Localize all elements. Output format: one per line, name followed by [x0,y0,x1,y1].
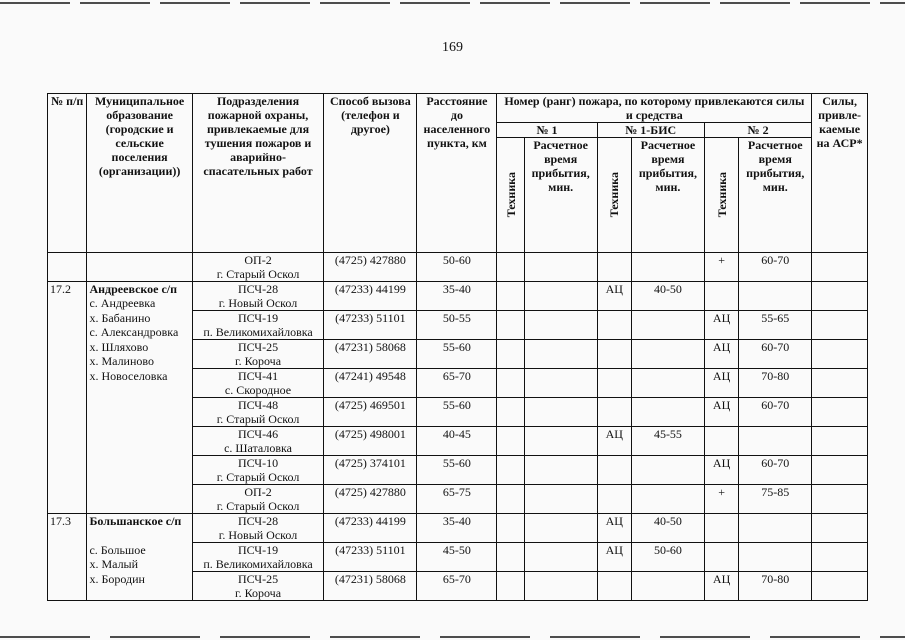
header-eta-1: Расчетное время прибытия, мин. [524,138,597,253]
fire-unit-cell [192,427,324,456]
phone-cell: (4725) 469501 [324,398,417,427]
fire-unit-name: ПСЧ-28 [237,514,279,528]
tech-rank1-cell [497,369,524,398]
row-number [48,340,87,369]
tech-rank1bis-cell [597,369,631,398]
header-municipality: Муниципальное образование (городские и сельские поселения (организации)) [87,94,192,253]
phone-cell: (47231) 58068 [324,572,417,601]
header-num: № п/п [48,94,87,253]
eta-rank1-cell [524,485,597,514]
phone-cell: (47231) 58068 [324,340,417,369]
header-distance: Расстояние до населенного пункта, км [417,94,497,253]
eta-rank2-cell: 60-70 [739,253,812,282]
fire-unit-cell [192,369,324,398]
header-unit: Подразделения пожарной охраны, привлекаемые для тушения пожаров и аварийно-спасательных работ [192,94,324,253]
municipality-cell [87,485,192,514]
eta-rank1bis-cell [632,398,705,427]
tech-rank2-cell [704,282,738,311]
fire-unit-cell [192,543,324,572]
eta-rank1bis-cell: 50-60 [632,543,705,572]
tech-rank1bis-cell: АЦ [597,514,631,543]
eta-rank1bis-cell: 45-55 [632,427,705,456]
header-rank-2: № 2 [704,123,811,138]
header-tech-1: Техника [503,172,518,218]
eta-rank1-cell [524,398,597,427]
eta-rank1bis-cell [632,253,705,282]
asr-cell [812,311,868,340]
fire-unit-cell [192,514,324,543]
phone-cell: (47241) 49548 [324,369,417,398]
municipality-line: Большанское с/п [89,514,182,528]
table-row [48,398,868,427]
municipality-line: с. Большое [89,543,146,557]
municipality-line: Андреевское с/п [89,282,178,296]
row-number: 17.3 [48,514,87,543]
row-number [48,427,87,456]
eta-rank2-cell [739,282,812,311]
tech-rank2-cell: АЦ [704,398,738,427]
tech-rank2-cell: + [704,253,738,282]
municipality-line: с. Андреевка [89,296,156,310]
distance-cell: 45-50 [417,543,497,572]
fire-unit-name: ПСЧ-48 [237,398,279,412]
fire-unit-cell [192,282,324,311]
tech-rank1-cell [497,427,524,456]
tech-rank2-cell: АЦ [704,311,738,340]
tech-rank2-cell [704,427,738,456]
municipality-cell [87,427,192,456]
eta-rank1-cell [524,543,597,572]
fire-unit-name: ПСЧ-28 [237,282,279,296]
eta-rank1bis-cell [632,456,705,485]
row-number [48,369,87,398]
tech-rank2-cell: АЦ [704,369,738,398]
row-number: 17.2 [48,282,87,311]
asr-cell [812,398,868,427]
asr-cell [812,485,868,514]
eta-rank1bis-cell [632,572,705,601]
tech-rank1-cell [497,456,524,485]
table-row [48,456,868,485]
asr-cell [812,514,868,543]
fire-unit-cell [192,340,324,369]
eta-rank1bis-cell [632,340,705,369]
eta-rank2-cell: 60-70 [739,398,812,427]
tech-rank2-cell: АЦ [704,340,738,369]
fire-unit-name: ОП-2 [244,485,272,499]
tech-rank1-cell [497,311,524,340]
fire-unit-cell [192,456,324,485]
eta-rank1-cell [524,369,597,398]
municipality-cell [87,398,192,427]
tech-rank1-cell [497,485,524,514]
table-row [48,282,868,311]
row-number [48,572,87,601]
fire-unit-name: ПСЧ-10 [237,456,279,470]
tech-rank2-cell: АЦ [704,456,738,485]
eta-rank1-cell [524,514,597,543]
row-number [48,398,87,427]
fire-unit-location: с. Скородное [224,383,292,397]
table-row [48,572,868,601]
eta-rank1-cell [524,456,597,485]
table-row [48,369,868,398]
row-number [48,543,87,572]
eta-rank1bis-cell: 40-50 [632,282,705,311]
tech-rank1bis-cell: АЦ [597,282,631,311]
eta-rank2-cell: 70-80 [739,572,812,601]
tech-rank1-cell [497,543,524,572]
municipality-cell [87,543,192,572]
asr-cell [812,572,868,601]
eta-rank1bis-cell [632,369,705,398]
fire-unit-location: г. Старый Оскол [216,412,300,426]
eta-rank1bis-cell: 40-50 [632,514,705,543]
row-number [48,456,87,485]
distance-cell: 55-60 [417,398,497,427]
tech-rank1bis-cell: АЦ [597,543,631,572]
fire-unit-location: г. Старый Оскол [216,267,300,281]
fire-unit-location: г. Короча [235,354,282,368]
header-tech-2: Техника [714,172,729,218]
top-edge-line [0,2,905,4]
distance-cell: 65-70 [417,369,497,398]
fire-unit-location: г. Старый Оскол [216,499,300,513]
header-eta-1bis: Расчетное время прибытия, мин. [632,138,705,253]
phone-cell: (4725) 427880 [324,253,417,282]
tech-rank1bis-cell [597,253,631,282]
eta-rank1-cell [524,282,597,311]
header-call-method: Способ вызова (телефон и другое) [324,94,417,253]
municipality-cell [87,572,192,601]
fire-unit-location: г. Новый Оскол [218,528,298,542]
fire-unit-cell [192,311,324,340]
fire-unit-location: п. Великомихайловка [203,325,313,339]
header-rank-1bis: № 1-БИС [597,123,704,138]
fire-unit-location: г. Короча [235,586,282,600]
tech-rank1-cell [497,340,524,369]
tech-rank1bis-cell [597,311,631,340]
eta-rank1bis-cell [632,311,705,340]
header-rank-1: № 1 [497,123,597,138]
asr-cell [812,543,868,572]
asr-cell [812,340,868,369]
fire-unit-name: ПСЧ-19 [237,543,279,557]
fire-unit-cell [192,572,324,601]
eta-rank1-cell [524,340,597,369]
asr-cell [812,427,868,456]
phone-cell: (4725) 427880 [324,485,417,514]
municipality-cell [87,253,192,282]
tech-rank1-cell [497,514,524,543]
fire-unit-name: ПСЧ-41 [237,369,279,383]
municipality-line: х. Новоселовка [89,369,168,383]
fire-unit-name: ПСЧ-25 [237,340,279,354]
header-asr: Силы, привле-каемые на АСР* [812,94,868,253]
municipality-line: х. Малый [89,557,139,571]
fire-unit-location: с. Шаталовка [224,441,292,455]
table-row [48,427,868,456]
eta-rank1-cell [524,572,597,601]
municipality-cell [87,282,192,311]
header-rank-group: Номер (ранг) пожара, по которому привлекаются силы и средства [497,94,812,123]
asr-cell [812,253,868,282]
phone-cell: (4725) 498001 [324,427,417,456]
distance-cell: 35-40 [417,282,497,311]
tech-rank2-cell: АЦ [704,572,738,601]
fire-unit-cell [192,485,324,514]
eta-rank2-cell: 75-85 [739,485,812,514]
row-number [48,485,87,514]
asr-cell [812,369,868,398]
phone-cell: (47233) 44199 [324,514,417,543]
municipality-cell [87,340,192,369]
distance-cell: 40-45 [417,427,497,456]
distance-cell: 55-60 [417,340,497,369]
eta-rank2-cell: 60-70 [739,340,812,369]
tech-rank1bis-cell [597,340,631,369]
eta-rank1-cell [524,253,597,282]
table-row [48,253,868,282]
municipality-line: х. Бородин [89,572,145,586]
eta-rank2-cell [739,427,812,456]
header-tech-1bis: Техника [607,172,622,218]
eta-rank1bis-cell [632,485,705,514]
bottom-edge-line [0,636,905,638]
asr-cell [812,282,868,311]
table-row [48,340,868,369]
fire-unit-location: г. Старый Оскол [216,470,300,484]
distance-cell: 50-60 [417,253,497,282]
tech-rank1bis-cell [597,572,631,601]
tech-rank2-cell: + [704,485,738,514]
phone-cell: (47233) 44199 [324,282,417,311]
phone-cell: (47233) 51101 [324,543,417,572]
tech-rank1bis-cell [597,456,631,485]
tech-rank1-cell [497,572,524,601]
eta-rank1-cell [524,427,597,456]
tech-rank2-cell [704,543,738,572]
eta-rank1-cell [524,311,597,340]
municipality-line: х. Малиново [89,354,154,368]
municipality-cell [87,369,192,398]
municipality-cell [87,311,192,340]
tech-rank1bis-cell [597,485,631,514]
table-row [48,311,868,340]
tech-rank1bis-cell [597,398,631,427]
fire-unit-name: ПСЧ-25 [237,572,279,586]
eta-rank2-cell: 70-80 [739,369,812,398]
distance-cell: 50-55 [417,311,497,340]
municipality-line: х. Бабанино [89,311,151,325]
tech-rank1-cell [497,282,524,311]
row-number [48,253,87,282]
phone-cell: (4725) 374101 [324,456,417,485]
eta-rank2-cell [739,514,812,543]
municipality-cell [87,514,192,543]
eta-rank2-cell: 55-65 [739,311,812,340]
fire-unit-name: ПСЧ-46 [237,427,279,441]
municipality-line: х. Шляхово [89,340,149,354]
table-row [48,543,868,572]
tech-rank1bis-cell: АЦ [597,427,631,456]
row-number [48,311,87,340]
fire-unit-location: г. Новый Оскол [218,296,298,310]
tech-rank1-cell [497,253,524,282]
phone-cell: (47233) 51101 [324,311,417,340]
fire-unit-location: п. Великомихайловка [203,557,313,571]
municipality-line: с. Александровка [89,325,179,339]
distance-cell: 35-40 [417,514,497,543]
distance-cell: 65-70 [417,572,497,601]
tech-rank1-cell [497,398,524,427]
eta-rank2-cell: 60-70 [739,456,812,485]
distance-cell: 55-60 [417,456,497,485]
page-number: 169 [442,40,463,55]
fire-unit-cell [192,253,324,282]
fire-unit-name: ПСЧ-19 [237,311,279,325]
fire-unit-cell [192,398,324,427]
table-row [48,514,868,543]
fire-forces-table [47,93,868,601]
fire-unit-name: ОП-2 [244,253,272,267]
eta-rank2-cell [739,543,812,572]
municipality-cell [87,456,192,485]
table-row [48,485,868,514]
asr-cell [812,456,868,485]
tech-rank2-cell [704,514,738,543]
header-eta-2: Расчетное время прибытия, мин. [739,138,812,253]
distance-cell: 65-75 [417,485,497,514]
